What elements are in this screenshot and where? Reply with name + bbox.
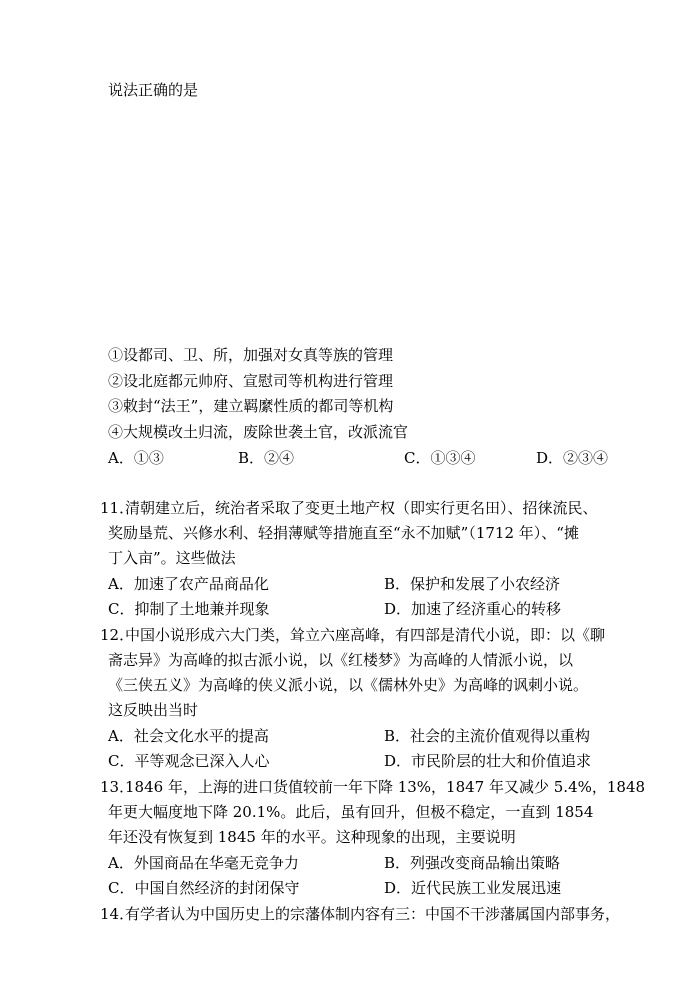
q13-line-3: 年还没有恢复到 1845 年的水平。这种现象的出现，主要说明 bbox=[108, 828, 516, 846]
q10-option-b: B．②④ bbox=[238, 449, 295, 467]
q10-item-3: ③敕封“法王”，建立羁縻性质的都司等机构 bbox=[108, 397, 394, 415]
q10-item-1: ①设都司、卫、所，加强对女真等族的管理 bbox=[108, 346, 394, 364]
q12-option-c: C．平等观念已深入人心 bbox=[108, 752, 270, 770]
q12-option-b: B．社会的主流价值观得以重构 bbox=[384, 727, 591, 745]
q11-option-a: A．加速了农产品商品化 bbox=[108, 575, 269, 593]
figure-blank-area bbox=[108, 110, 628, 335]
q10-option-c: C．①③④ bbox=[404, 449, 476, 467]
q11-line-1: 清朝建立后，统治者采取了变更土地产权（即实行更名田）、招徕流民、 bbox=[125, 499, 598, 517]
q12-line-4: 这反映出当时 bbox=[108, 701, 199, 719]
q13-line-1: 1846 年，上海的进口货值较前一年下降 13%，1847 年又减少 5.4%，1848 bbox=[125, 778, 646, 796]
q11-line-2: 奖励垦荒、兴修水利、轻捐薄赋等措施直至“永不加赋”（1712 年）、“摊 bbox=[108, 524, 579, 542]
q11-option-c: C．抑制了土地兼并现象 bbox=[108, 600, 270, 618]
q12-option-d: D．市民阶层的壮大和价值追求 bbox=[384, 752, 592, 770]
q12-line-3: 《三侠五义》为高峰的侠义派小说，以《儒林外史》为高峰的讽刺小说。 bbox=[108, 676, 589, 694]
q12-line-2: 斋志异》为高峰的拟古派小说，以《红楼梦》为高峰的人情派小说，以 bbox=[108, 651, 574, 669]
q11-number: 11． bbox=[100, 499, 135, 517]
q13-option-a: A．外国商品在华毫无竞争力 bbox=[108, 854, 299, 872]
q12-number: 12． bbox=[100, 626, 135, 644]
intro-text: 说法正确的是 bbox=[108, 81, 199, 99]
q10-options bbox=[0, 446, 696, 472]
q11-option-b: B．保护和发展了小农经济 bbox=[384, 575, 561, 593]
q13-number: 13． bbox=[100, 778, 135, 796]
q13-option-d: D．近代民族工业发展迅速 bbox=[384, 879, 562, 897]
q10-option-a: A．①③ bbox=[108, 449, 164, 467]
q13-option-c: C．中国自然经济的封闭保守 bbox=[108, 879, 300, 897]
q10-item-4: ④大规模改土归流，废除世袭土官，改派流官 bbox=[108, 423, 409, 441]
q14-line-1: 有学者认为中国历史上的宗藩体制内容有三：中国不干涉藩属国内部事务， bbox=[125, 905, 621, 923]
q10-item-2: ②设北庭都元帅府、宣慰司等机构进行管理 bbox=[108, 372, 394, 390]
q12-option-a: A．社会文化水平的提高 bbox=[108, 727, 269, 745]
q10-option-d: D．②③④ bbox=[536, 449, 609, 467]
q14-number: 14． bbox=[100, 905, 135, 923]
q11-option-d: D．加速了经济重心的转移 bbox=[384, 600, 562, 618]
q13-line-2: 年更大幅度地下降 20.1%。此后，虽有回升，但极不稳定，一直到 1854 bbox=[108, 803, 594, 821]
q11-line-3: 丁入亩”。这些做法 bbox=[108, 549, 236, 567]
q12-line-1: 中国小说形成六大门类，耸立六座高峰，有四部是清代小说，即：以《聊 bbox=[125, 626, 606, 644]
q13-option-b: B．列强改变商品输出策略 bbox=[384, 854, 561, 872]
